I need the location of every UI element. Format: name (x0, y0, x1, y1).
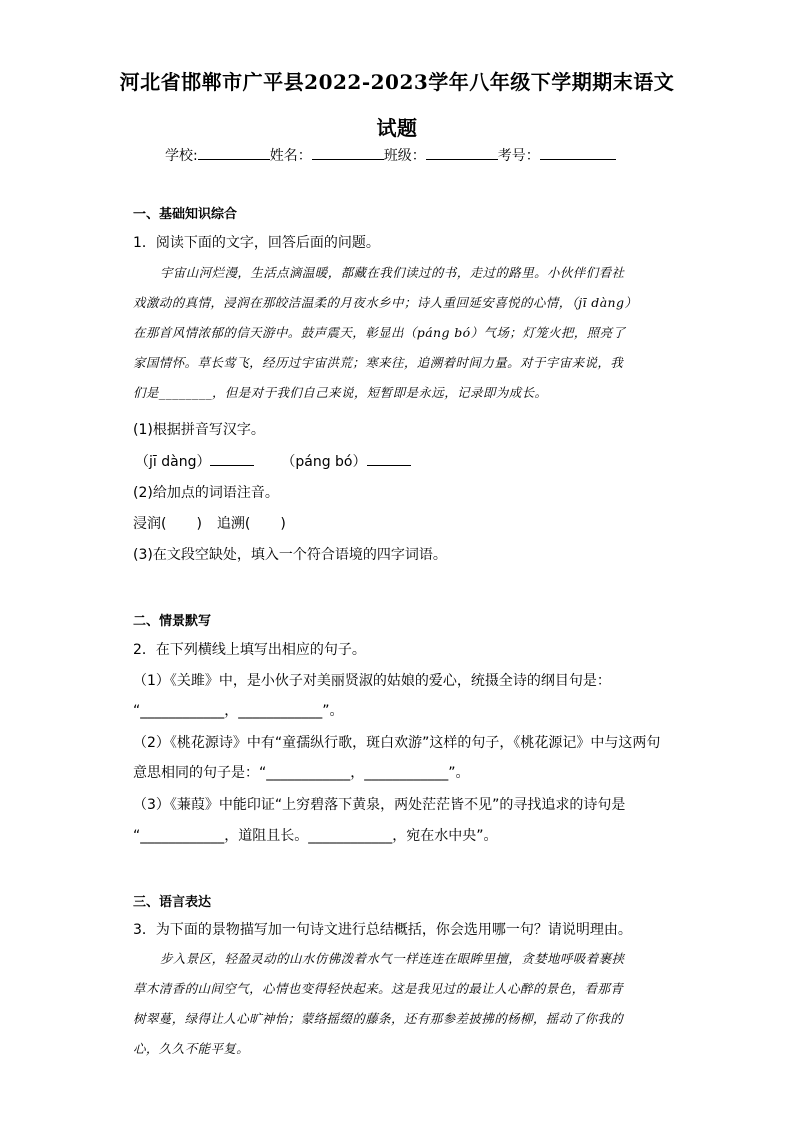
sub-question-3: (3)在文段空缺处，填入一个符合语境的四字词语。 (133, 547, 447, 563)
sub-question-1: (1)根据拼音写汉字。 (133, 422, 265, 438)
item-2-blank[interactable]: 意思相同的句子是：“____________，____________”。 (133, 765, 470, 781)
passage-1-cont (133, 288, 661, 408)
pinyin-2: （páng bó） (281, 454, 367, 470)
passage-3 (160, 944, 660, 974)
sub-question-2: (2)给加点的词语注音。 (133, 485, 279, 501)
question-2: 2．在下列横线上填写出相应的句子。 (133, 642, 366, 658)
passage-1-line: 宇宙山河烂漫，生活点滴温暖，都藏在我们读过的书，走过的路里。小伙伴们看社 (160, 265, 625, 280)
passage-3-line: 草木清香的山间空气，心情也变得轻快起来。这是我见过的最让人心醉的景色，看那青 (133, 981, 624, 996)
school-field[interactable] (198, 145, 270, 160)
pinyin-row (135, 451, 411, 472)
number-field[interactable] (540, 145, 616, 160)
name-field[interactable] (312, 145, 384, 160)
question-3: 3．为下面的景物描写加一句诗文进行总结概括，你会选用哪一句？请说明理由。 (133, 922, 632, 938)
item-1-blank[interactable]: “____________，____________”。 (133, 703, 344, 719)
item-1: （1）《关雎》中，是小伙子对美丽贤淑的姑娘的爱心，统摄全诗的纲目句是： (133, 673, 611, 689)
exam-title-line1: 河北省邯郸市广平县2022-2023学年八年级下学期期末语文 (119, 70, 675, 94)
info-row (165, 145, 616, 166)
pinyin-2-answer[interactable] (367, 451, 411, 466)
passage-1 (160, 258, 660, 288)
item-2: （2）《桃花源诗》中有“童孺纵行歌，斑白欢游”这样的句子，《桃花源记》中与这两句 (133, 735, 661, 751)
question-1: 1．阅读下面的文字，回答后面的问题。 (133, 235, 380, 251)
pinyin-1-answer[interactable] (210, 451, 254, 466)
word-2: 追溯( (216, 516, 251, 532)
word-1: 浸润( (133, 516, 167, 532)
pinyin-1: （jī dàng） (135, 454, 211, 470)
paren: ) (280, 516, 286, 532)
section3-heading: 三、语言表达 (133, 895, 212, 910)
passage-1-line: 戏激动的真情，浸润在那皎洁温柔的月夜水乡中；诗人重回延安喜悦的心情，（jī dàng） (133, 295, 638, 310)
item-3: （3）《蒹葭》中能印证“上穷碧落下黄泉，两处茫茫皆不见”的寻找追求的诗句是 (133, 797, 626, 813)
exam-title-line2: 试题 (376, 116, 418, 140)
passage-3-line: 树翠蔓，绿得让人心旷神怡；蒙络摇缀的藤条，还有那参差披拂的杨柳，摇动了你我的 (133, 1011, 624, 1026)
section2-heading: 二、情景默写 (133, 614, 212, 629)
class-label: 班级： (383, 148, 426, 164)
paren: ) (196, 516, 202, 532)
passage-3-line: 心，久久不能平复。 (133, 1041, 250, 1056)
passage-3-line: 步入景区，轻盈灵动的山水仿佛泼着水气一样连连在眼眸里擅，贪婪地呼吸着裹挟 (160, 951, 625, 966)
passage-3-cont (133, 974, 661, 1064)
passage-1-line: 们是________，但是对于我们自己来说，短暂即是永远，记录即为成长。 (133, 385, 548, 400)
passage-1-line: 在那首风情浓郁的信天游中。鼓声震天，彰显出（páng bó）气场；灯笼火把，照亮了 (133, 325, 626, 340)
class-field[interactable] (426, 145, 498, 160)
school-label: 学校: (165, 148, 198, 164)
annotation-row (133, 514, 286, 534)
item-3-blank[interactable]: “____________，道阻且长。____________，宛在水中央”。 (133, 828, 498, 844)
number-label: 考号： (497, 148, 540, 164)
name-label: 姓名： (269, 148, 312, 164)
section1-heading: 一、基础知识综合 (133, 207, 238, 222)
passage-1-line: 家国情怀。草长莺飞，经历过宇宙洪荒；寒来往，追溯着时间力量。对于宇宙来说，我 (133, 355, 624, 370)
